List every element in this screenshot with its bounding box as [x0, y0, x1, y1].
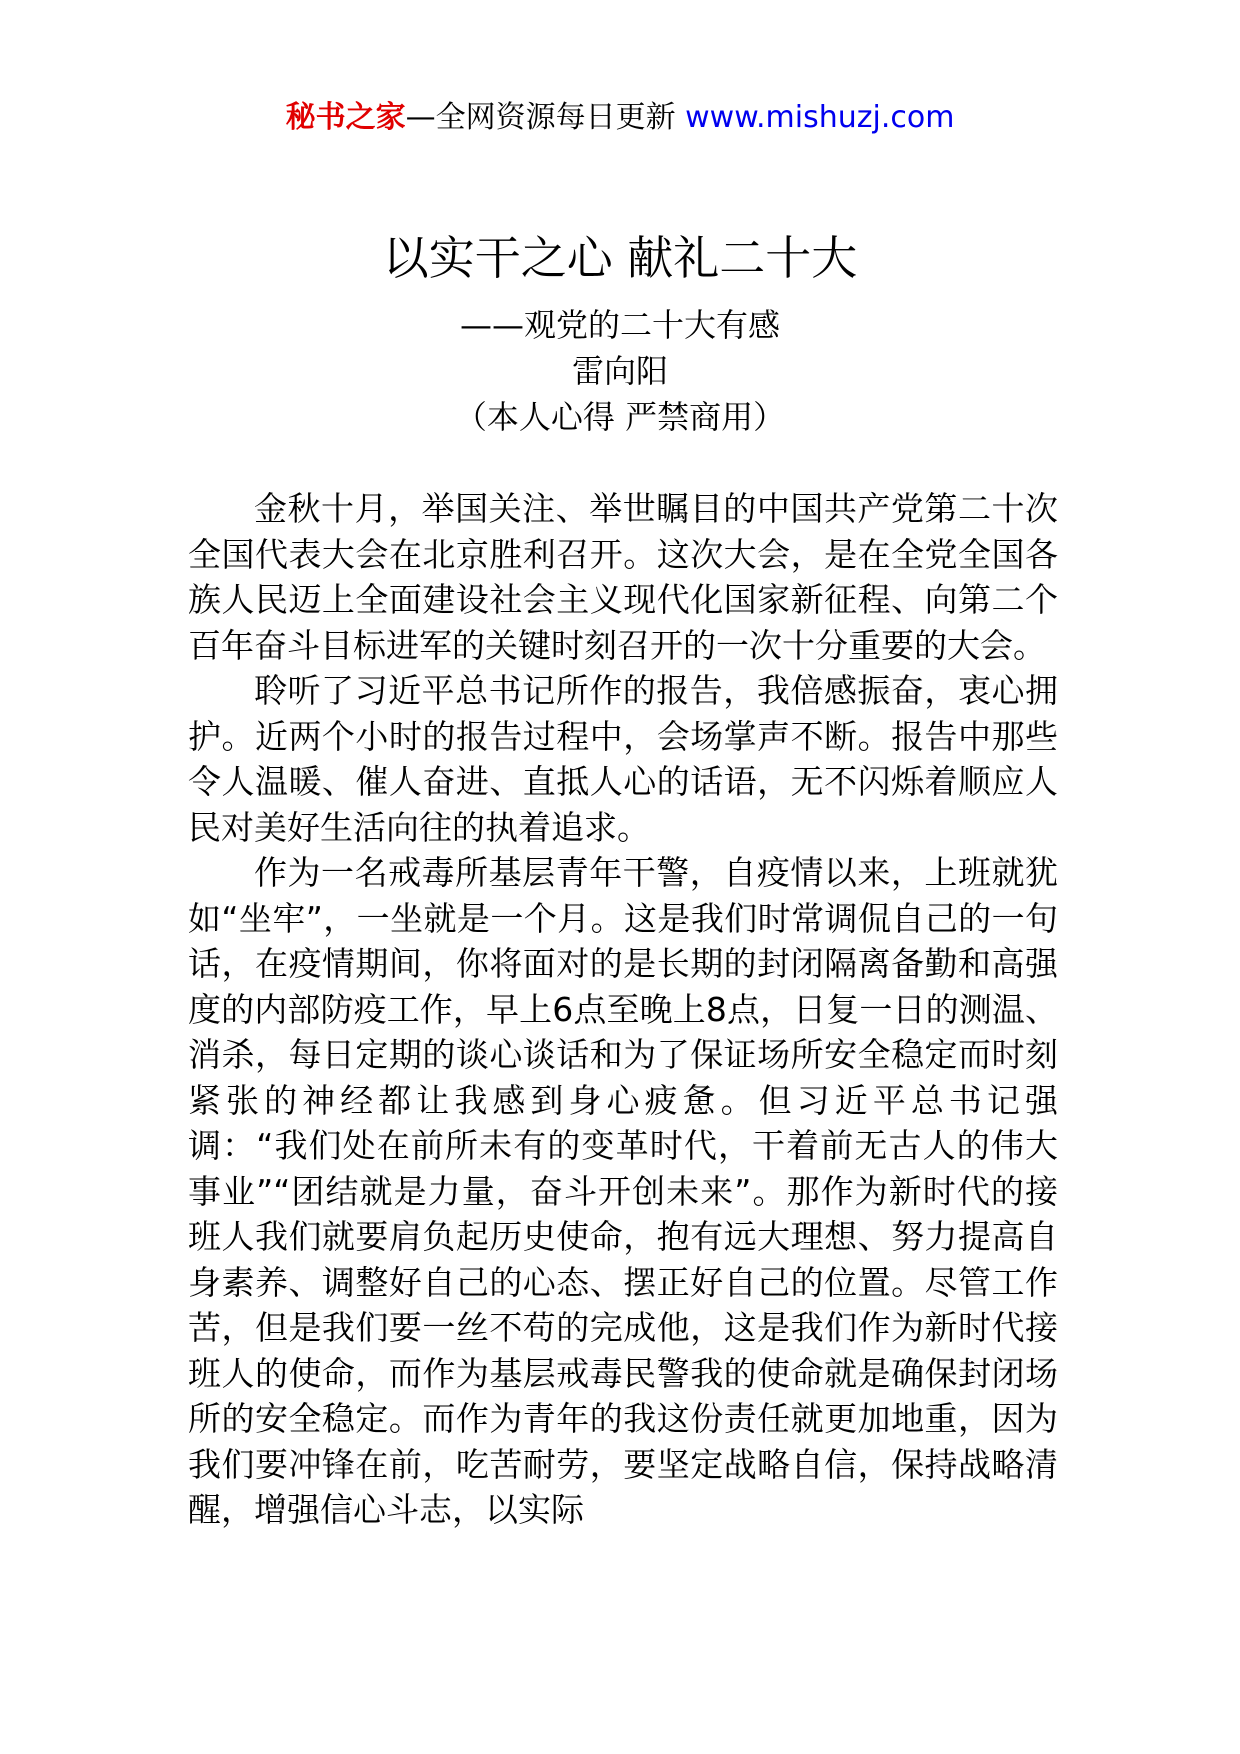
- document-title: 以实干之心 献礼二十大: [382, 231, 858, 285]
- site-header: [0, 98, 1240, 138]
- body-paragraph: 金秋十月，举国关注、举世瞩目的中国共产党第二十次全国代表大会在北京胜利召开。这次大会，是在全党全国各族人民迈上全面建设社会主义现代化国家新征程、向第二个百年奋斗目标进军的关键时刻召开的一次十分重要的大会。: [188, 489, 1058, 665]
- site-url-link[interactable]: www.mishuzj.com: [685, 100, 955, 135]
- title-block: [0, 228, 1240, 440]
- document-subtitle: ——观党的二十大有感: [459, 306, 780, 344]
- body-paragraph: 作为一名戒毒所基层青年干警，自疫情以来，上班就犹如“坐牢”，一坐就是一个月。这是我们时常调侃自己的一句话，在疫情期间，你将面对的是长期的封闭隔离备勤和高强度的内部防疫工作，早上6点至晚上8点，日复一日的测温、消杀，每日定期的谈心谈话和为了保证场所安全稳定而时刻紧张的神经都让我感到身心疲惫。但习近平总书记强调：“我们处在前所未有的变革时代，干着前无古人的伟大事业”“团结就是力量，奋斗开创未来”。那作为新时代的接班人我们就要肩负起历史使命，抱有远大理想、努力提高自身素养、调整好自己的心态、摆正好自己的位置。尽管工作苦，但是我们要一丝不苟的完成他，这是我们作为新时代接班人的使命，而作为基层戒毒民警我的使命就是确保封闭场所的安全稳定。而作为青年的我这份责任就更加地重，因为我们要冲锋在前，吃苦耐劳，要坚定战略自信，保持战略清醒，增强信心斗志，以实际: [188, 853, 1058, 1529]
- site-tagline: —全网资源每日更新: [405, 100, 686, 135]
- body-paragraph: 聆听了习近平总书记所作的报告，我倍感振奋，衷心拥护。近两个小时的报告过程中，会场掌声不断。报告中那些令人温暖、催人奋进、直抵人心的话语，无不闪烁着顺应人民对美好生活向往的执着追求。: [188, 671, 1058, 847]
- document-body: [188, 486, 1058, 1533]
- document-author: 雷向阳: [571, 352, 668, 390]
- document-note: （本人心得 严禁商用）: [454, 398, 786, 436]
- site-brand: 秘书之家: [285, 100, 406, 135]
